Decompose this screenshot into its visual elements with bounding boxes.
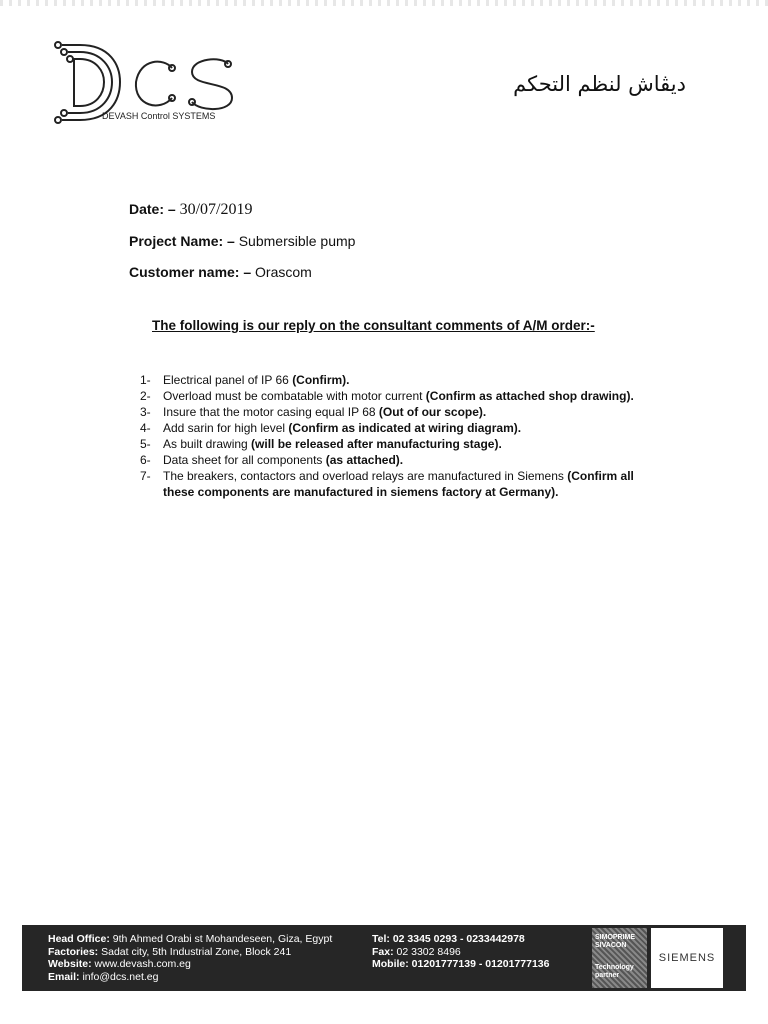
reply-heading: The following is our reply on the consultant comments of A/M order:- xyxy=(152,318,595,333)
partner-badge xyxy=(592,928,647,988)
item-text: Insure that the motor casing equal IP 68 xyxy=(163,405,379,419)
item-status: (as attached). xyxy=(325,453,404,467)
date-value: 30/07/2019 xyxy=(179,201,253,218)
item-number: 7- xyxy=(140,469,151,483)
item-number: 3- xyxy=(140,405,151,419)
item-status: (Confirm as attached shop drawing). xyxy=(425,389,634,403)
scan-artifact xyxy=(0,0,768,6)
website-label: Website: xyxy=(48,958,92,970)
dcs-logo xyxy=(52,40,272,130)
factories-label: Factories: xyxy=(48,945,99,958)
date-line xyxy=(129,201,252,219)
item-number: 2- xyxy=(140,389,151,403)
item-number: 4- xyxy=(140,421,151,435)
date-label: Date: – xyxy=(129,201,176,217)
footer-contact-block xyxy=(372,933,549,971)
mobile-value: 01201777139 - 01201777136 xyxy=(411,958,550,970)
website-link[interactable]: www.devash.com.eg xyxy=(94,958,191,970)
fax-value: 02 3302 8496 xyxy=(396,945,461,958)
list-item xyxy=(140,452,640,468)
brand-tagline: DEVASH Control SYSTEMS xyxy=(102,111,216,121)
factories-value: Sadat city, 5th Industrial Zone, Block 241 xyxy=(101,945,292,958)
item-status: (Confirm). xyxy=(292,373,350,387)
customer-label: Customer name: – xyxy=(129,264,252,280)
item-number: 5- xyxy=(140,437,151,451)
project-line xyxy=(129,233,355,249)
item-text: Add sarin for high level xyxy=(163,421,289,435)
list-item xyxy=(140,436,640,452)
item-status: (Out of our scope). xyxy=(378,405,487,419)
customer-line xyxy=(129,264,312,280)
project-label: Project Name: – xyxy=(129,233,235,249)
list-item xyxy=(140,388,640,404)
item-text: As built drawing xyxy=(163,437,252,451)
email-label: Email: xyxy=(48,970,80,983)
letterhead-footer xyxy=(22,925,746,991)
badge-bottom-text: Technology partner xyxy=(595,964,634,979)
item-text: Data sheet for all components xyxy=(163,453,326,467)
mobile-label: Mobile: xyxy=(372,958,409,970)
tel-value: 02 3345 0293 - 0233442978 xyxy=(392,933,525,945)
list-item xyxy=(140,404,640,420)
item-text: Overload must be combatable with motor current xyxy=(163,389,426,403)
badge-top-text: SIMOPRIME SIVACON xyxy=(595,934,636,949)
list-item xyxy=(140,420,640,436)
project-value: Submersible pump xyxy=(238,233,356,249)
item-number: 1- xyxy=(140,373,151,387)
arabic-company-name: ديڤاش لنظم التحكم xyxy=(513,72,686,96)
list-item xyxy=(140,372,640,388)
head-office-label: Head Office: xyxy=(48,933,110,945)
customer-value: Orascom xyxy=(255,264,312,280)
item-text: The breakers, contactors and overload relays are manufactured in Siemens xyxy=(163,469,568,483)
item-text: Electrical panel of IP 66 xyxy=(163,373,293,387)
email-link[interactable]: info@dcs.net.eg xyxy=(82,970,159,983)
comment-list xyxy=(140,372,640,500)
tel-label: Tel: xyxy=(372,933,390,945)
item-number: 6- xyxy=(140,453,151,467)
footer-address-block xyxy=(48,933,332,983)
siemens-logo: SIEMENS xyxy=(651,928,723,988)
list-item xyxy=(140,468,640,500)
item-status: (Confirm all these components are manufactured in siemens factory at Germany). xyxy=(163,469,634,499)
item-status: (Confirm as indicated at wiring diagram). xyxy=(288,421,522,435)
fax-label: Fax: xyxy=(372,945,394,958)
item-status: (will be released after manufacturing stage). xyxy=(251,437,502,451)
head-office-value: 9th Ahmed Orabi st Mohandeseen, Giza, Egypt xyxy=(112,933,333,945)
